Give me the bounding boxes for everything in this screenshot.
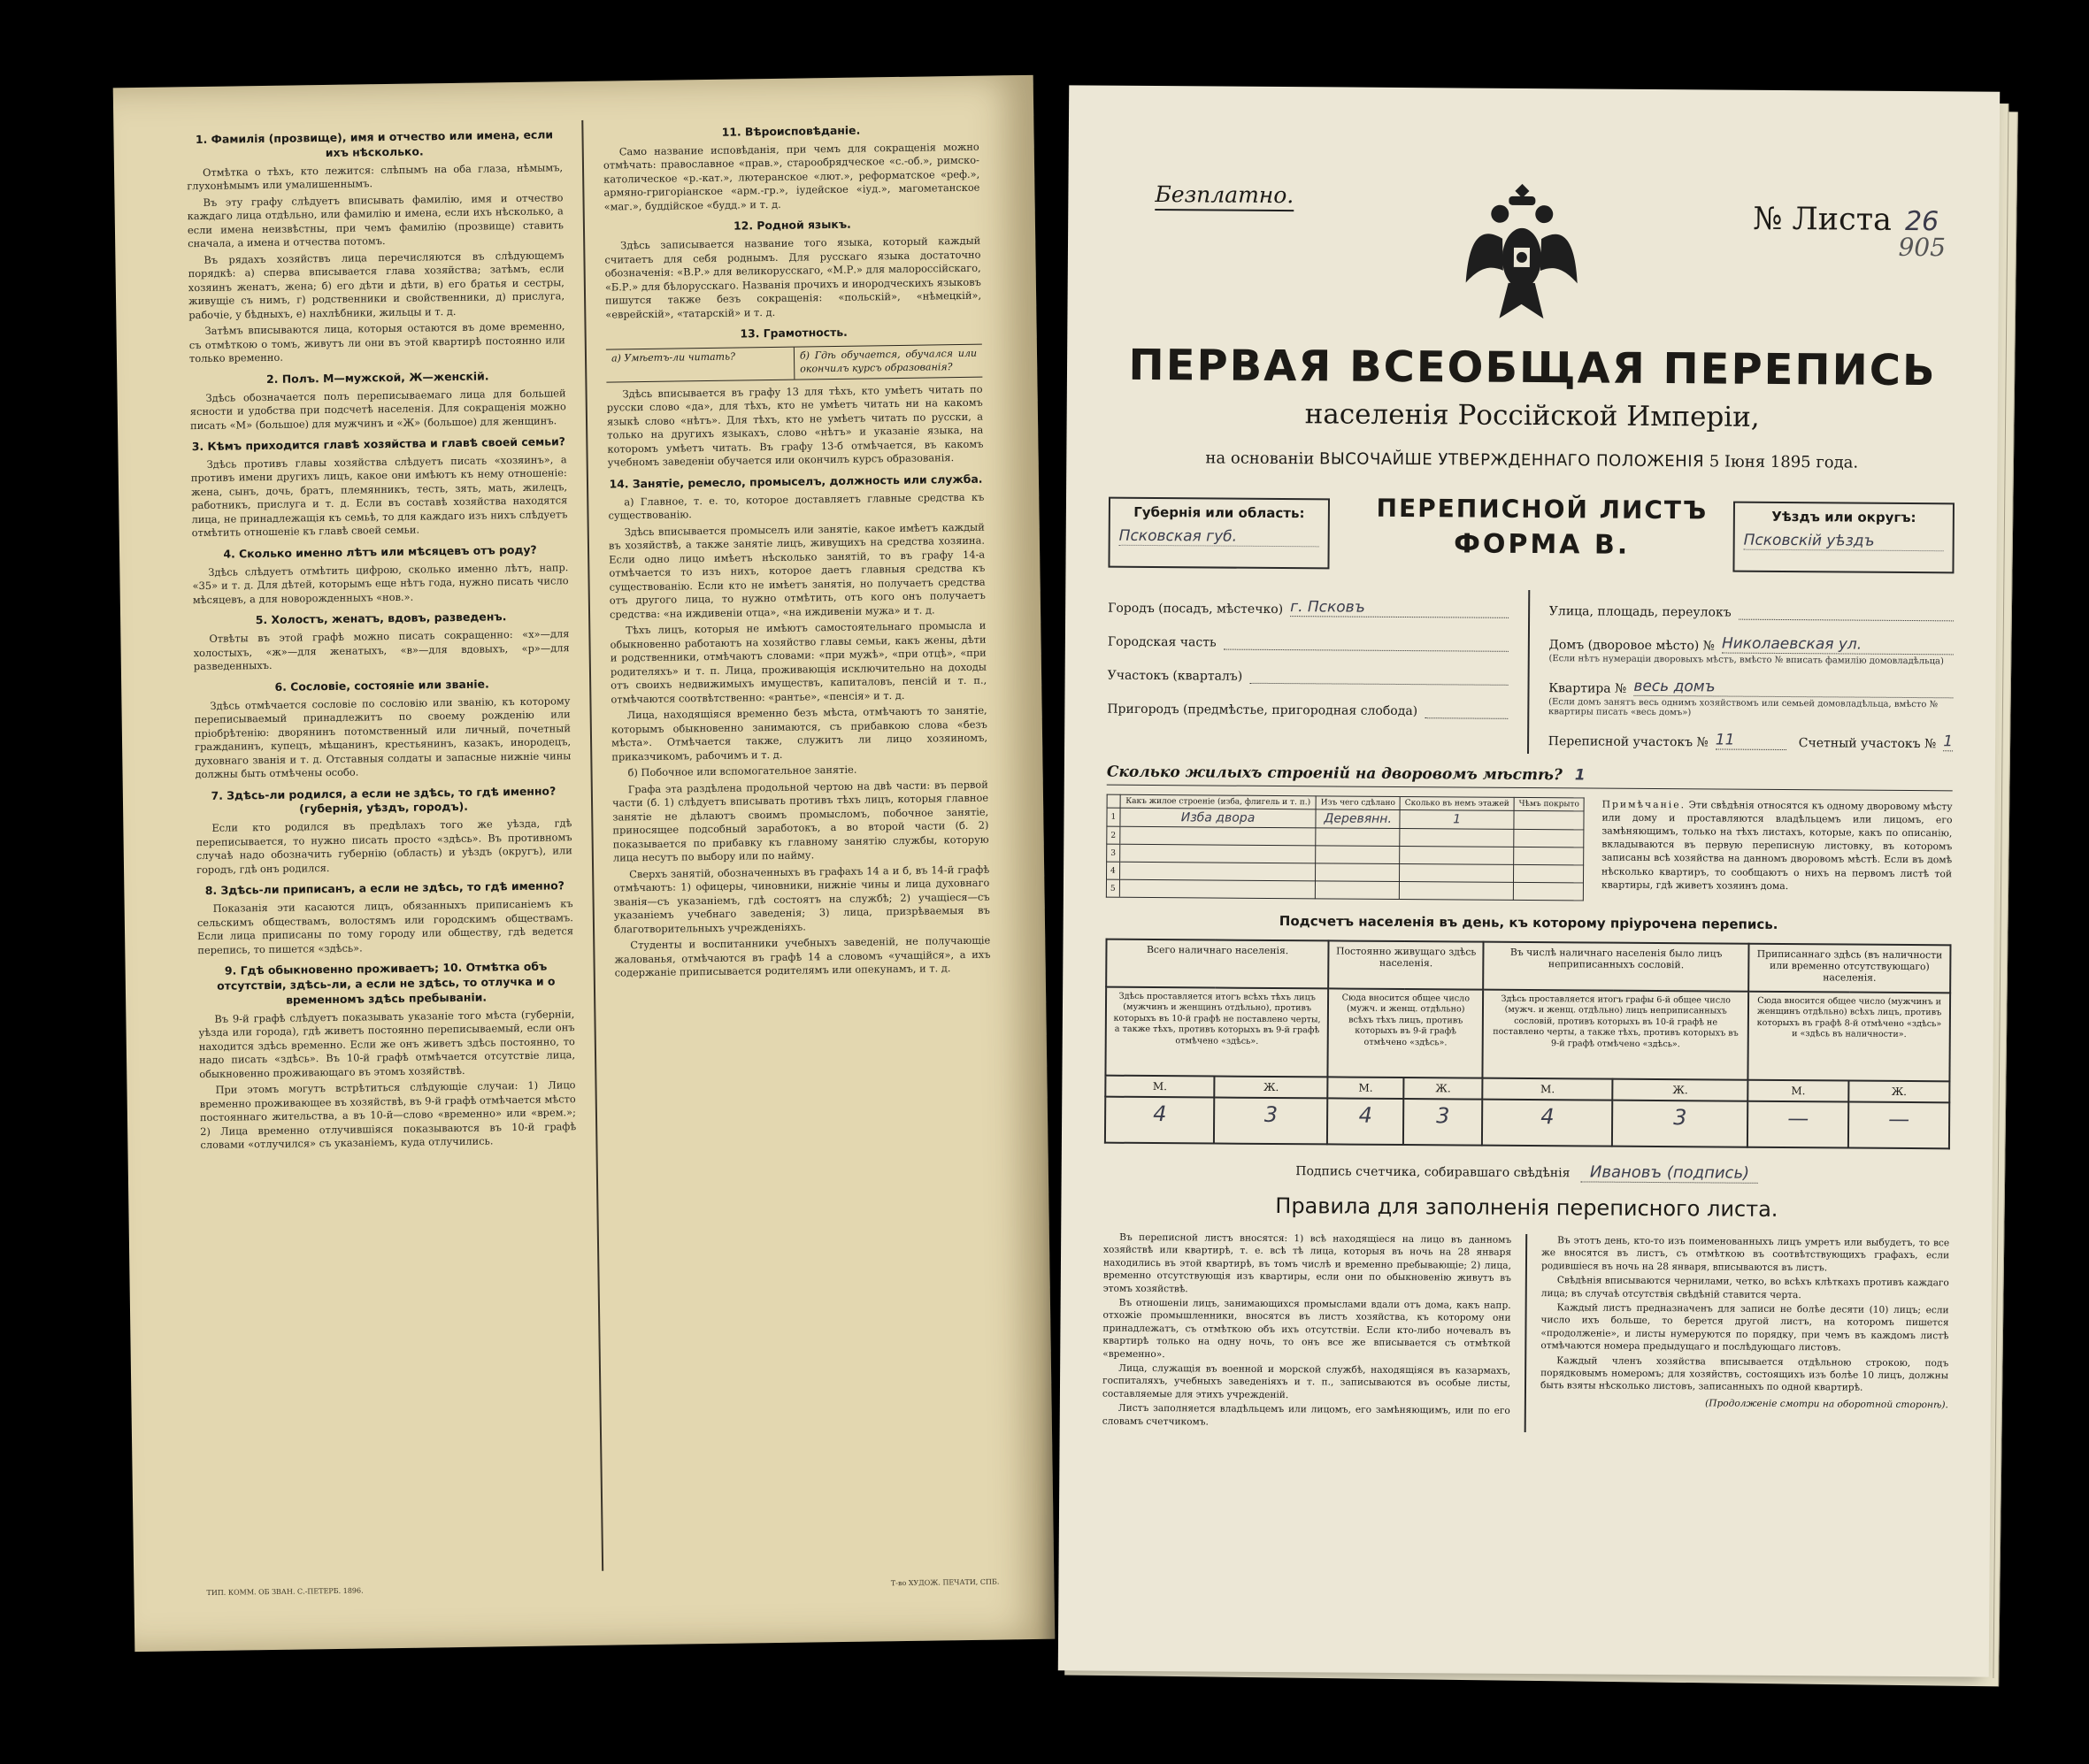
instruction-paragraph: Здѣсь вписывается въ графу 13 для тѣхъ, кто умѣетъ читать по русски слово «да», для тѣхъ, кто не умѣетъ читать ни на какомъ языкѣ слово «нѣтъ». Для тѣхъ, кто не умѣетъ читать по русски, а только на другихъ языкахъ, слово «нѣтъ» и указаніе языка, на которомъ умѣетъ читать. Въ графу 13-б отмѣчается, въ какомъ учебномъ заведеніи обучается или окончилъ курсъ образованія. [606,382,984,470]
apartment-value: весь домъ [1633,678,1953,699]
address-line [1107,688,1508,725]
gubernia-box [1108,497,1330,570]
instructions-column-2 [581,114,1018,1570]
buildings-cell [1514,882,1584,901]
census-form-page [1058,85,2000,1676]
rule-paragraph: Лица, служащія въ военной и морской службѣ, находящіяся въ казармахъ, госпиталяхъ, учебныхъ заведеніяхъ и т. п., записываются въ особые листы, составляемые для этихъ учрежденій. [1102,1362,1511,1400]
legal-basis [1109,449,1955,473]
population-column-header: Всего наличнаго населенія. [1106,940,1329,989]
buildings-cell: 1 [1400,809,1514,829]
table-row [1106,879,1583,901]
instruction-paragraph: Если кто родился въ предѣлахъ того же уѣзда, гдѣ переписывается, то нужно писать просто «здѣсь». Въ противномъ случаѣ надо обозначить губернію (область) и уѣздъ (округъ), или городъ, гдѣ онъ родился. [196,817,572,876]
instruction-paragraph: Лица, находящіяся временно безъ мѣста, отмѣчаютъ то занятіе, которымъ обыкновенно занимаются, съ прибавкою слова «безъ мѣста». Отмѣчается также, служитъ ли лицо хозяиномъ, приказчикомъ, рабочимъ и т. д. [611,703,988,763]
instructions-columns [166,114,1018,1576]
instruction-paragraph: Въ эту графу слѣдуетъ вписывать фамилію, имя и отчество каждаго лица отдѣльно, или фамилію и имена, если ихъ нѣсколько, а если имена неизвѣстны, при чемъ фамилію (прозвище) ставить сначала, а имена и отчества потомъ. [187,190,564,250]
sex-label: Ж. [1215,1077,1328,1099]
population-count: 4 [1327,1098,1403,1145]
rule-paragraph: Въ переписной листъ вносятся: 1) всѣ находящіеся на лицо въ данномъ хозяйствѣ или квартирѣ, т. е. всѣ тѣ лица, которыя въ ночь на 28 января находились въ этой квартирѣ, въ томъ числѣ и временно пребывающіе; 2) лица, временно отсутствующія изъ квартиры, если они по обыкновенію живутъ въ этомъ хозяйствѣ. [1102,1231,1512,1294]
buildings-note [1601,798,1953,904]
section-heading: 13. Грамотность. [740,326,848,341]
address-label: Пригородъ (предмѣстье, пригородная слобода) [1107,702,1418,719]
address-line [1108,655,1509,691]
address-right-column [1548,590,1955,756]
form-title-line-2: ФОРМА В. [1454,528,1631,561]
double-headed-eagle-emblem [1463,176,1579,327]
district-value: 11 [1716,731,1786,750]
uezd-value: Псковскій уѣздъ [1744,532,1944,552]
address-divider [1527,590,1530,754]
form-header [1110,130,1957,340]
buildings-cell [1514,864,1584,883]
street-line [1549,590,1955,626]
instruction-paragraph: б) Побочное или вспомогательное занятіе. [627,763,857,779]
instruction-paragraph: Графа эта раздѣлена продольной чертою на двѣ части: въ первой части (б. 1) слѣдуетъ вписывать противъ тѣхъ лицъ, которыя главное занятіе не дѣлаютъ своимъ промысломъ, побочное занятіе, приносящее подсобный заработокъ, а во второй части (б. 2) показывается по прибавку къ главному занятію службы, которую лица несутъ по выбору или по найму. [611,778,989,864]
uezd-box [1732,502,1955,574]
free-label: Безплатно. [1155,181,1294,211]
instruction-paragraph: Тѣхъ лицъ, которыя не имѣютъ самостоятельнаго промысла и обыкновенно работаютъ на хозяйство главы семьи, какъ жены, дѣти и родственники, отмѣчаютъ словами: «при мужѣ», «при отцѣ», «при родителяхъ» и т. п. Лица, проживающія исключительно на доходы отъ своихъ недвижимыхъ имуществъ, капиталовъ, пенсій и т. п., отмѣчаются соотвѣтственно: «рантье», «пенсія» и т. д. [610,618,987,706]
address-label: Участокъ (кварталъ) [1107,668,1243,684]
population-count: 4 [1482,1100,1612,1147]
population-column-header: Постоянно живущаго здѣсь населенія. [1328,940,1483,989]
rules-left-column [1102,1231,1512,1432]
buildings-cell [1316,828,1400,847]
population-column-description: Здѣсь проставляется итогъ графы 6-й общее число (мужч. и женщ. отдѣльно) лицъ неприписанныхъ сословій, противъ которыхъ въ 10-й графѣ не поставлено черты, а также тѣхъ, противъ которыхъ въ 9-й графѣ отмѣчено «здѣсь». [1483,990,1749,1080]
buildings-cell [1400,846,1514,864]
printer-imprint-right: Т-во ХУДОЖ. ПЕЧАТИ, СПБ. [890,1577,1000,1588]
instruction-paragraph: Отмѣтка о тѣхъ, кто лежится: слѣпымъ на оба глаза, нѣмымъ, глухонѣмымъ или умалишеннымъ. [187,160,564,193]
address-line [1108,621,1509,657]
sex-label: М. [1483,1078,1613,1101]
instruction-paragraph: Здѣсь отмѣчается сословіе по сословію или званію, къ которому переписываемый принадлежитъ по своему рожденію или пріобрѣтенію: дворянинъ потомственный или личный, почетный гражданинъ, купецъ, мѣщанинъ, крестьянинъ, казакъ, инородецъ, духовнаго званія и т. д. Отставныя солдаты и запасные нижніе чины должны быть отмѣчены особо. [194,694,572,781]
population-column-header: Въ числѣ наличнаго населенія было лицъ неприписанныхъ сословій. [1483,942,1748,992]
population-column-description: Сюда вносится общее число (мужч. и женщ. отдѣльно) всѣхъ тѣхъ лицъ, противъ которыхъ въ 9-й графѣ отмѣчено «здѣсь». [1328,988,1484,1078]
legal-basis-prefix: на основаніи [1205,449,1315,469]
buildings-cell [1400,828,1514,847]
instruction-paragraph: а) Главное, т. е. то, которое доставляетъ главные средства къ существованію. [608,490,985,522]
section-heading: 8. Здѣсь-ли приписанъ, а если не здѣсь, то гдѣ именно? [204,878,565,898]
instruction-paragraph: Студенты и воспитанники учебныхъ заведеній, не получающіе жалованья, отмѣчаются въ графѣ 14 а словомъ «учащійся», а ихъ содержаніе приписывается родителямъ или опекунамъ, и т. д. [614,933,991,979]
buildings-question-text: Сколько жилыхъ строеній на дворовомъ мѣстѣ? [1106,763,1563,785]
buildings-cell [1514,810,1584,830]
instruction-paragraph: Въ рядахъ хозяйствъ лица перечисляются въ слѣдующемъ порядкѣ: а) сперва вписывается глава хозяйства; затѣмъ, если хозяинъ женатъ, жена; б) его дѣти и дѣти, в) его братья и сестры, живущіе съ нимъ, г) родственники и свойственники, д) прислуга, рабочіе, у бѣдныхъ, е) нахлѣбники, жильцы и т. д. [188,248,565,321]
buildings-note-text: Эти свѣдѣнія относятся къ одному дворовому мѣсту или дому и проставляются владѣльцемъ или лицомъ, его замѣняющимъ, только на тѣхъ листахъ, которые, какъ по описанію, вкладываются въ первую переписную листовку, въ которомъ записаны всѣ хозяйства на данномъ дворовомъ мѣстѣ. Если въ домѣ нѣсколько квартиръ, то сообщаютъ о нихъ на первомъ листѣ той квартиры, гдѣ живетъ хозяинъ дома. [1601,799,1953,892]
rule-paragraph: Въ этотъ день, кто-то изъ поименованныхъ лицъ умретъ или выбудетъ, то все же вносятся въ листъ, съ отмѣткою въ соотвѣтствующихъ графахъ, если родившіеся въ ночь на 28 января, вписываются въ листъ. [1540,1235,1950,1274]
buildings-cell [1119,862,1316,881]
buildings-answer: 1 [1574,766,1586,785]
population-column-description: Здѣсь проставляется итогъ всѣхъ тѣхъ лицъ (мужчинъ и женщинъ отдѣльно), противъ которыхъ въ 10-й графѣ не поставлено черты, а также тѣхъ, противъ которыхъ въ 9-й графѣ отмѣчено «здѣсь». [1105,987,1328,1078]
form-title-line-1: ПЕРЕПИСНОЙ ЛИСТЪ [1376,493,1709,525]
section-heading: 7. Здѣсь-ли родился, а если не здѣсь, то гдѣ именно? (губернія, уѣздъ, городъ). [211,783,557,816]
buildings-cell [1119,879,1316,899]
sheet-number [1753,201,1947,263]
row-number: 4 [1107,862,1120,879]
buildings-cell [1119,844,1316,863]
section-heading: 5. Холостъ, женатъ, вдовъ, разведенъ. [255,610,507,627]
sheet-number-value: 26 [1904,205,1939,238]
gubernia-value: Псковская губ. [1119,527,1319,548]
sex-label: М. [1328,1077,1404,1099]
district-line [1548,720,1954,756]
instruction-paragraph: Здѣсь записывается название того языка, который каждый считаетъ для себя роднымъ. Для русскаго языка достаточно обозначенія: «В.Р.» для великорусскаго, «М.Р.» для малороссійскаго, «Б.Р.» для бѣлорусскаго. Названія прочихъ и инородческихъ языковъ пишутся также безъ сокращенія: «польскій», «нѣмецкій», «еврейскій», «татарскій» и т. д. [604,234,982,321]
section-heading: 6. Сословіе, состояніе или званіе. [274,677,489,694]
district-label: Переписной участокъ № [1548,734,1709,750]
legal-basis-caps: ВЫСОЧАЙШЕ УТВЕРЖДЕННАГО ПОЛОЖЕНІЯ [1318,449,1705,472]
count-district-value: 1 [1943,732,1954,751]
rule-paragraph: Каждый членъ хозяйства вписывается отдѣльною строкою, подъ порядковымъ номеромъ; для хозяйствъ, состоящихъ изъ болѣе 10 лицъ, должны быть взяты нѣсколько листовъ, записанныхъ по одной квартирѣ. [1540,1354,1949,1394]
address-label: Городская часть [1107,634,1217,650]
row-number: 1 [1107,808,1120,826]
rules-title: Правила для заполненія переписного листа. [1275,1193,1778,1222]
instruction-paragraph: Здѣсь противъ главы хозяйства слѣдуетъ писать «хозяинъ», а противъ имени другихъ лицъ, какое они имѣютъ къ нему отношеніе: жена, сынъ, дочь, братъ, племянникъ, тесть, зять, мать, жилецъ, работникъ, прислуга и т. д. Если въ составѣ хозяйства находятся лица, не принадлежащія къ семьѣ, то для каждаго изъ нихъ слѣдуетъ отмѣтить отношеніе къ главѣ своей семьи. [190,453,568,540]
buildings-column-header: Изъ чего сдѣлано [1316,796,1400,810]
buildings-cell [1316,863,1400,882]
section-heading: 11. Вѣроисповѣданіе. [721,123,861,139]
left-page-instructions [113,75,1056,1652]
row-number: 2 [1107,826,1120,844]
address-label: Городъ (посадъ, мѣстечко) [1108,601,1284,617]
buildings-cell: Деревянн. [1316,809,1400,829]
population-count: 3 [1612,1101,1747,1147]
signature-value: Ивановъ (подпись) [1581,1162,1758,1183]
house-note: (Если нѣтъ нумераціи дворовыхъ мѣстъ, вмѣсто № вписать фамилію домовладѣльца) [1548,654,1944,667]
section-heading: 9. Гдѣ обыкновенно проживаетъ; 10. Отмѣтка объ отсутствіи, здѣсь-ли, а если не здѣсь, то отлучка и о временномъ здѣсь пребываніи. [217,959,556,1007]
rules-right-column [1525,1234,1950,1435]
instruction-paragraph: Въ 9-й графѣ слѣдуетъ показывать указаніе того мѣста (губерніи, уѣзда или города), гдѣ живетъ постоянно переписываемый, если онъ находится здѣсь временно. Если же онъ живетъ здѣсь постоянно, то надо писать «здѣсь». Въ 10-й графѣ отмѣчается отсутствіе лица, обыкновенно проживающаго въ этомъ хозяйствѣ. [198,1007,576,1080]
row-number: 5 [1106,879,1119,897]
form-title [1374,494,1711,562]
sex-label: Ж. [1848,1081,1949,1103]
sex-label: Ж. [1403,1078,1482,1100]
instruction-paragraph: Затѣмъ вписываются лица, которыя остаются въ доме временно, съ отмѣткою о томъ, живутъ ли они въ этой квартирѣ постоянно или только временно. [188,319,565,365]
rule-paragraph: Листъ заполняется владѣльцемъ или лицомъ, его замѣняющимъ, или по его словамъ счетчикомъ. [1102,1403,1510,1428]
address-left-column [1107,587,1509,754]
population-count: — [1848,1102,1949,1149]
population-column-description: Сюда вносится общее число (мужчинъ и женщинъ отдѣльно) всѣхъ лицъ, противъ которыхъ въ графѣ 8-й отмѣчено «здѣсь» и «здѣсь въ наличности». [1748,992,1951,1082]
rules-section [1102,1231,1950,1436]
buildings-table-corner [1107,794,1120,808]
instruction-paragraph: Сверхъ занятій, обозначенныхъ въ графахъ 14 а и б, въ 14-й графѣ отмѣчаютъ: 1) офицеры, чиновники, нижніе чины и лица духовнаго званія—съ указаніемъ, гдѣ состоятъ на службѣ; 2) учащіеся—съ указаніемъ учебнаго заведенія; 3) лица, призрѣваемыя въ благотворительныхъ учрежденіяхъ. [613,863,990,936]
instruction-paragraph: Здѣсь вписывается промыселъ или занятіе, какое имѣетъ каждый въ хозяйствѣ, а также занятіе лицъ, живущихъ на средства хозяина. Если одно лицо имѣетъ нѣсколько занятій, то въ графу 14-а отмѣчается то изъ нихъ, которое даетъ главныя средства къ существованію. Если кто не имѣетъ занятія, но получаетъ средства отъ другого лица, то нужно отмѣтить, отъ кого онъ получаетъ средства: «на иждивеніи отца», «на иждивеніи мужа» и т. д. [608,520,986,621]
literacy-question: б) Гдѣ обучается, обучался или окончилъ курсъ образованія? [794,345,982,380]
buildings-question [1107,763,1953,792]
sheet-number-extra: 905 [1898,232,1947,263]
instruction-paragraph: Здѣсь слѣдуетъ отмѣтить цифрою, сколько именно лѣтъ, напр. «35» и т. д. Для дѣтей, которымъ еще нѣтъ года, нужно писать число мѣсяцевъ, а для новорожденныхъ «нов.». [192,561,569,606]
row-number: 3 [1107,844,1120,862]
buildings-cell [1514,847,1584,865]
printer-imprint-left: ТИП. КОММ. ОБ ЗВАН. С.-ПЕТЕРБ. 1896. [206,1586,364,1598]
instruction-paragraph: Показанія эти касаются лицъ, обязанныхъ приписаніемъ къ сельскимъ обществамъ, волостямъ или городскимъ обществамъ. Если лица приписаны по тому городу или обществу, гдѣ ведется перепись, то пишется «здѣсь». [196,897,574,956]
section-heading: 4. Сколько именно лѣтъ или мѣсяцевъ отъ роду? [223,542,537,561]
address-line [1108,587,1509,624]
house-value: Николаевская ул. [1722,635,1954,656]
population-count: — [1747,1101,1848,1148]
buildings-cell [1400,863,1514,882]
buildings-cell [1399,881,1513,900]
rule-paragraph: Каждый листъ предназначенъ для записи не болѣе десяти (10) лицъ; если число ихъ больше, то берется другой листъ, на которомъ пишется «продолженіе», и листы нумеруются по порядку, при чемъ въ каждомъ листѣ отмѣчаются номера предыдущаго и послѣдующаго листовъ. [1540,1302,1949,1354]
population-count: 3 [1214,1098,1327,1145]
region-row [1108,493,1955,578]
section-heading: 12. Родной языкъ. [733,218,851,233]
sex-label: М. [1747,1080,1848,1102]
population-count: 3 [1403,1099,1483,1146]
buildings-column-header: Какъ жилое строеніе (изба, флигель и т. п.) [1120,794,1317,809]
sex-label: Ж. [1613,1079,1748,1101]
buildings-note-head: Примѣчаніе. [1601,798,1686,811]
address-value [1425,701,1508,719]
address-value [1249,666,1508,686]
legal-basis-date: 5 Іюня 1895 года. [1709,452,1859,472]
rule-paragraph: Свѣдѣнія вписываются чернилами, четко, во всѣхъ клѣткахъ противъ каждаго лица; въ случаѣ отсутствія свѣдѣній ставится черта. [1540,1275,1949,1300]
apartment-note: (Если домъ занятъ весь однимъ хозяйствомъ или семьей домовладѣльца, вмѣсто № квартиры писать «весь домъ») [1548,697,1939,718]
instruction-paragraph: Само название исповѣданія, при чемъ для сокращенія можно отмѣчать: православное «прав.», старообрядческое «с.-об.», римско-католическое «р.-кат.», лютеранское «лют.», реформатское «реф.», армяно-григоріанское «арм.-гр.», іудейское «іуд.», магометанское «маг.», буддійское «будд.» и т. д. [603,140,980,213]
address-value: г. Псковъ [1290,598,1509,618]
count-district-label: Счетный участокъ № [1798,736,1937,752]
rule-paragraph: Въ отношеніи лицъ, занимающихся промыслами вдали отъ дома, какъ напр. отхожіе промышленники, вносятся въ листъ хозяйства, къ которому они принадлежатъ, съ отмѣткою объ ихъ отсутствіи. Если кто-либо ночевалъ въ квартирѣ только на одну ночь, то онъ все же вписывается съ отмѣткой «временно». [1102,1297,1511,1360]
enumerator-signature [1104,1160,1950,1185]
buildings-table [1106,794,1585,901]
buildings-cell [1316,881,1400,900]
address-section [1107,587,1954,757]
section-heading: 1. Фамилія (прозвище), имя и отчество или имена, если ихъ нѣсколько. [195,127,554,159]
buildings-column-header: Чѣмъ покрыто [1514,797,1584,811]
population-count-table [1104,939,1952,1150]
instructions-column-1 [166,120,602,1576]
sex-label: М. [1105,1076,1214,1098]
address-value [1224,633,1509,652]
signature-label: Подпись счетчика, собиравшаго свѣдѣнія [1295,1164,1571,1181]
population-column-header: Приписаннаго здѣсь (въ наличности или временно отсутствующаго) населенія. [1748,944,1950,993]
buildings-cell [1316,846,1400,864]
instruction-paragraph: Отвѣты въ этой графѣ можно писать сокращенно: «х»—для холостыхъ, «ж»—для женатыхъ, «в»—для вдовыхъ, «р»—для разведенныхъ. [193,627,570,673]
house-label: Домъ (дворовое мѣсто) № [1548,638,1716,654]
buildings-cell: Изба двора [1120,808,1317,828]
literacy-question: а) Умѣетъ-ли читать? [611,350,736,364]
instruction-paragraph: При этомъ могутъ встрѣтиться слѣдующіе случаи: 1) Лицо временно проживающее въ хозяйствѣ, въ 9-й графѣ отмѣчается мѣсто постояннаго жительства, а въ 10-й—слово «временно» или «врем.»; 2) Лица временно отлучившіяся показываются въ 10-й графѣ словами «отлучился» съ указаніемъ, куда отлучились. [199,1078,577,1152]
instruction-paragraph: Здѣсь обозначается полъ переписываемаго лица для большей ясности и удобства при подсчетѣ населенія. Для сокращенія можно писать «М» (большое) для мужчинъ и «Ж» (большое) для женщинъ. [189,386,566,432]
buildings-cell [1514,829,1584,847]
buildings-column-header: Сколько въ немъ этажей [1400,796,1514,810]
section-heading: 14. Занятіе, ремесло, промыселъ, должность или служба. [609,472,983,491]
section-heading: 2. Полъ. М—мужской, Ж—женскій. [266,369,489,386]
population-count: 4 [1105,1097,1215,1144]
street-value [1739,602,1955,622]
buildings-section [1106,794,1953,904]
gubernia-label: Губернія или область: [1133,503,1305,522]
census-title: ПЕРВАЯ ВСЕОБЩАЯ ПЕРЕПИСЬ [1128,340,1937,396]
literacy-question-box [606,344,982,383]
buildings-cell [1120,826,1317,846]
rules-continued-note: (Продолженіе смотри на оборотной сторонѣ). [1705,1398,1948,1411]
apartment-label: Квартира № [1548,681,1627,696]
census-subtitle: населенія Россійской Имперіи, [1304,398,1760,433]
uezd-label: Уѣздъ или округъ: [1771,508,1916,526]
population-count-title: Подсчетъ населенія въ день, къ которому пріурочена перепись. [1279,913,1778,932]
section-heading: 3. Кѣмъ приходится главѣ хозяйства и главѣ своей семьи? [191,434,566,454]
street-label: Улица, площадь, переулокъ [1548,604,1732,620]
sheet-number-label: № Листа [1753,201,1893,238]
left-page-footer [187,1577,1018,1597]
